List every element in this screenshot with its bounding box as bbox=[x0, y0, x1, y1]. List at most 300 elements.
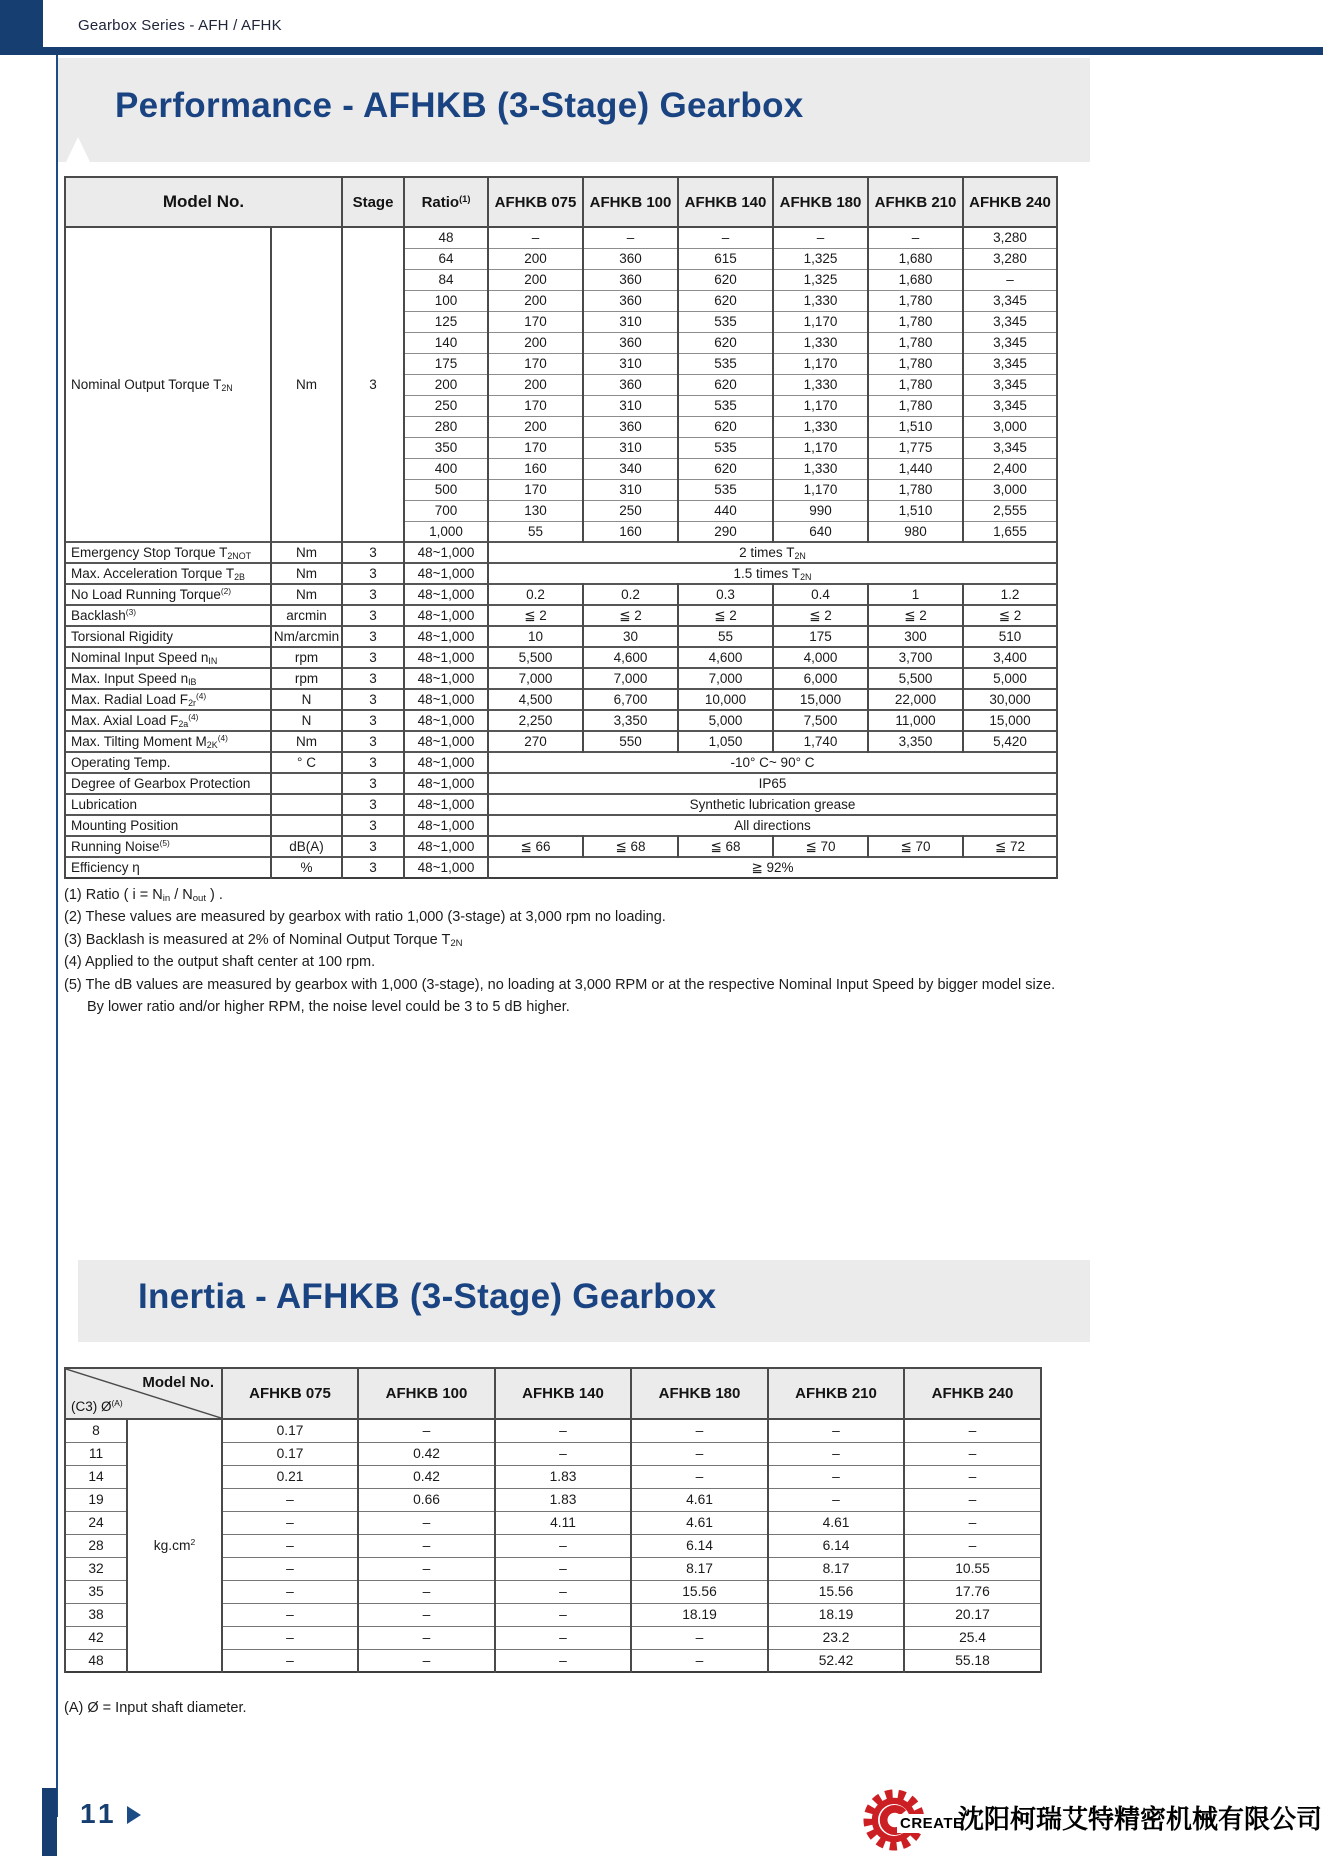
torque-row-label: Nominal Output Torque $T_{2N}$ bbox=[65, 227, 271, 542]
inertia-value-cell: – bbox=[904, 1465, 1041, 1488]
inertia-value-cell: – bbox=[222, 1649, 358, 1672]
inertia-value-cell: – bbox=[495, 1649, 631, 1672]
torque-value-cell: 3,345 bbox=[963, 290, 1057, 311]
inertia-value-cell: 6.14 bbox=[631, 1534, 768, 1557]
model-column-header: AFHKB 210 bbox=[868, 177, 963, 227]
torque-value-cell: 1,780 bbox=[868, 332, 963, 353]
inertia-value-cell: – bbox=[495, 1419, 631, 1442]
spec-ratio: 48~1,000 bbox=[404, 647, 488, 668]
inertia-unit: $kg.cm^2$ bbox=[127, 1419, 222, 1672]
model-column-header: AFHKB 140 bbox=[495, 1368, 631, 1419]
torque-value-cell: 200 bbox=[488, 269, 583, 290]
spec-value-cell: ≦ 2 bbox=[678, 605, 773, 626]
inertia-value-cell: 0.17 bbox=[222, 1419, 358, 1442]
spec-value-cell: ≦ 70 bbox=[773, 836, 868, 857]
inertia-value-cell: – bbox=[222, 1534, 358, 1557]
inertia-value-cell: – bbox=[768, 1442, 904, 1465]
torque-value-cell: 360 bbox=[583, 269, 678, 290]
inertia-value-cell: – bbox=[631, 1419, 768, 1442]
diameter-cell: 14 bbox=[65, 1465, 127, 1488]
inertia-value-cell: 1.83 bbox=[495, 1488, 631, 1511]
inertia-value-cell: 23.2 bbox=[768, 1626, 904, 1649]
spec-row-label: Emergency Stop Torque $T_{2NOT}$ bbox=[65, 542, 271, 563]
diameter-cell: 35 bbox=[65, 1580, 127, 1603]
spec-stage: 3 bbox=[342, 668, 404, 689]
torque-value-cell: 3,345 bbox=[963, 374, 1057, 395]
ratio-cell: 400 bbox=[404, 458, 488, 479]
torque-value-cell: – bbox=[678, 227, 773, 248]
spec-stage: 3 bbox=[342, 584, 404, 605]
spec-row bbox=[65, 542, 1057, 563]
footnote-line: (4) Applied to the output shaft center at 100 rpm. bbox=[64, 954, 376, 971]
ratio-cell: 200 bbox=[404, 374, 488, 395]
torque-value-cell: 200 bbox=[488, 332, 583, 353]
spec-value-cell: 3,400 bbox=[963, 647, 1057, 668]
torque-value-cell: 3,345 bbox=[963, 353, 1057, 374]
footnote-line: (5) The dB values are measured by gearbox with 1,000 (3-stage), no loading at 3,000 RPM or at the respective Nominal Input Speed by bigger model size. bbox=[64, 976, 1056, 993]
torque-value-cell: – bbox=[868, 227, 963, 248]
ratio-cell: 175 bbox=[404, 353, 488, 374]
torque-value-cell: 360 bbox=[583, 248, 678, 269]
inertia-value-cell: 0.17 bbox=[222, 1442, 358, 1465]
torque-value-cell: 200 bbox=[488, 290, 583, 311]
torque-value-cell: 1,170 bbox=[773, 437, 868, 458]
performance-title: Performance - AFHKB (3-Stage) Gearbox bbox=[115, 86, 804, 125]
inertia-value-cell: 15.56 bbox=[768, 1580, 904, 1603]
inertia-value-cell: 4.61 bbox=[631, 1511, 768, 1534]
inertia-value-cell: 18.19 bbox=[631, 1603, 768, 1626]
inertia-banner bbox=[78, 1260, 1090, 1342]
inertia-value-cell: – bbox=[904, 1442, 1041, 1465]
spec-stage: 3 bbox=[342, 710, 404, 731]
inertia-value-cell: – bbox=[768, 1419, 904, 1442]
inertia-value-cell: – bbox=[222, 1557, 358, 1580]
create-logo-text: CREATE bbox=[897, 1814, 967, 1833]
torque-value-cell: 3,000 bbox=[963, 479, 1057, 500]
torque-value-cell: 55 bbox=[488, 521, 583, 542]
spec-value-cell: 7,000 bbox=[583, 668, 678, 689]
torque-value-cell: 3,280 bbox=[963, 227, 1057, 248]
inertia-value-cell: 25.4 bbox=[904, 1626, 1041, 1649]
spec-ratio: 48~1,000 bbox=[404, 605, 488, 626]
spec-value-cell: ≦ 2 bbox=[963, 605, 1057, 626]
inertia-value-cell: – bbox=[631, 1465, 768, 1488]
spec-value-cell: 300 bbox=[868, 626, 963, 647]
inertia-value-cell: – bbox=[358, 1649, 495, 1672]
torque-value-cell: 535 bbox=[678, 479, 773, 500]
spec-row bbox=[65, 647, 1057, 668]
spec-unit: arcmin bbox=[271, 605, 342, 626]
spec-row bbox=[65, 668, 1057, 689]
inertia-value-cell: 18.19 bbox=[768, 1603, 904, 1626]
torque-value-cell: 1,330 bbox=[773, 332, 868, 353]
spec-value-cell: 1 bbox=[868, 584, 963, 605]
inertia-title: Inertia - AFHKB (3-Stage) Gearbox bbox=[138, 1277, 717, 1316]
torque-value-cell: 200 bbox=[488, 416, 583, 437]
spec-ratio: 48~1,000 bbox=[404, 563, 488, 584]
torque-value-cell: 200 bbox=[488, 374, 583, 395]
inertia-value-cell: 4.61 bbox=[768, 1511, 904, 1534]
spec-stage: 3 bbox=[342, 731, 404, 752]
spec-stage: 3 bbox=[342, 563, 404, 584]
inertia-value-cell: – bbox=[358, 1419, 495, 1442]
spec-value-cell: 3,350 bbox=[583, 710, 678, 731]
spec-row-label: Max. Acceleration Torque $T_{2B}$ bbox=[65, 563, 271, 584]
torque-value-cell: 1,680 bbox=[868, 269, 963, 290]
spec-stage: 3 bbox=[342, 794, 404, 815]
torque-value-cell: 1,330 bbox=[773, 458, 868, 479]
spec-unit: ° C bbox=[271, 752, 342, 773]
model-column-header: AFHKB 210 bbox=[768, 1368, 904, 1419]
spec-ratio: 48~1,000 bbox=[404, 752, 488, 773]
torque-value-cell: 1,655 bbox=[963, 521, 1057, 542]
spec-row bbox=[65, 584, 1057, 605]
spec-value-cell: 6,700 bbox=[583, 689, 678, 710]
torque-value-cell: 310 bbox=[583, 311, 678, 332]
torque-value-cell: 310 bbox=[583, 479, 678, 500]
ratio-cell: 1,000 bbox=[404, 521, 488, 542]
spec-value-cell: 5,420 bbox=[963, 731, 1057, 752]
inertia-value-cell: – bbox=[495, 1603, 631, 1626]
spec-span-value: 2 times $T_{2N}$ bbox=[488, 542, 1057, 563]
performance-table-body bbox=[65, 227, 1057, 878]
spec-stage: 3 bbox=[342, 647, 404, 668]
torque-value-cell: 3,345 bbox=[963, 311, 1057, 332]
diameter-cell: 24 bbox=[65, 1511, 127, 1534]
model-no-header: Model No. bbox=[65, 177, 342, 227]
spec-ratio: 48~1,000 bbox=[404, 836, 488, 857]
torque-value-cell: 1,330 bbox=[773, 374, 868, 395]
spec-unit bbox=[271, 773, 342, 794]
inertia-value-cell: 52.42 bbox=[768, 1649, 904, 1672]
torque-value-cell: 535 bbox=[678, 353, 773, 374]
inertia-value-cell: – bbox=[495, 1557, 631, 1580]
inertia-value-cell: 8.17 bbox=[768, 1557, 904, 1580]
inertia-value-cell: – bbox=[631, 1626, 768, 1649]
spec-value-cell: 1.2 bbox=[963, 584, 1057, 605]
torque-value-cell: 160 bbox=[583, 521, 678, 542]
spec-value-cell: 0.2 bbox=[488, 584, 583, 605]
spec-value-cell: 2,250 bbox=[488, 710, 583, 731]
inertia-footnote: (A) Ø = Input shaft diameter. bbox=[64, 1700, 247, 1716]
inertia-corner-cell bbox=[65, 1368, 222, 1419]
diameter-cell: 19 bbox=[65, 1488, 127, 1511]
torque-value-cell: – bbox=[963, 269, 1057, 290]
spec-stage: 3 bbox=[342, 773, 404, 794]
spec-ratio: 48~1,000 bbox=[404, 731, 488, 752]
torque-value-cell: 360 bbox=[583, 290, 678, 311]
model-column-header: AFHKB 075 bbox=[222, 1368, 358, 1419]
torque-value-cell: 1,170 bbox=[773, 395, 868, 416]
left-accent-line bbox=[56, 55, 58, 1817]
model-column-header: AFHKB 240 bbox=[904, 1368, 1041, 1419]
diameter-cell: 38 bbox=[65, 1603, 127, 1626]
spec-ratio: 48~1,000 bbox=[404, 584, 488, 605]
footnote-line: (1) Ratio ( $i = N_{in} / N_{out}$ ) . bbox=[64, 887, 223, 904]
torque-value-cell: 980 bbox=[868, 521, 963, 542]
ratio-header: Ratio$^{(1)}$ bbox=[404, 177, 488, 227]
inertia-value-cell: – bbox=[904, 1534, 1041, 1557]
torque-value-cell: 620 bbox=[678, 332, 773, 353]
performance-table-head bbox=[65, 177, 1057, 227]
spec-value-cell: 4,600 bbox=[678, 647, 773, 668]
spec-value-cell: ≦ 68 bbox=[583, 836, 678, 857]
torque-value-cell: 160 bbox=[488, 458, 583, 479]
spec-ratio: 48~1,000 bbox=[404, 689, 488, 710]
page-number: 11 bbox=[80, 1798, 118, 1829]
spec-value-cell: 0.4 bbox=[773, 584, 868, 605]
spec-value-cell: ≦ 70 bbox=[868, 836, 963, 857]
performance-table bbox=[64, 176, 1058, 879]
spec-ratio: 48~1,000 bbox=[404, 626, 488, 647]
spec-row bbox=[65, 836, 1057, 857]
corner-accent-block bbox=[0, 0, 43, 55]
model-column-header: AFHKB 075 bbox=[488, 177, 583, 227]
spec-row-label: Max. Input Speed $n_{IB}$ bbox=[65, 668, 271, 689]
spec-stage: 3 bbox=[342, 605, 404, 626]
model-column-header: AFHKB 140 bbox=[678, 177, 773, 227]
spec-row bbox=[65, 857, 1057, 878]
spec-value-cell: 15,000 bbox=[773, 689, 868, 710]
model-column-header: AFHKB 100 bbox=[358, 1368, 495, 1419]
spec-stage: 3 bbox=[342, 752, 404, 773]
spec-stage: 3 bbox=[342, 542, 404, 563]
model-column-header: AFHKB 180 bbox=[773, 177, 868, 227]
spec-value-cell: 4,500 bbox=[488, 689, 583, 710]
spec-unit: rpm bbox=[271, 647, 342, 668]
torque-value-cell: 3,345 bbox=[963, 332, 1057, 353]
torque-value-cell: 1,680 bbox=[868, 248, 963, 269]
inertia-value-cell: 17.76 bbox=[904, 1580, 1041, 1603]
spec-row-label: Max. Axial Load $F_{2a}^{(4)}$ bbox=[65, 710, 271, 731]
spec-row-label: Operating Temp. bbox=[65, 752, 271, 773]
torque-value-cell: 620 bbox=[678, 269, 773, 290]
inertia-value-cell: 20.17 bbox=[904, 1603, 1041, 1626]
spec-row-label: Lubrication bbox=[65, 794, 271, 815]
spec-unit: dB(A) bbox=[271, 836, 342, 857]
spec-value-cell: 7,500 bbox=[773, 710, 868, 731]
torque-value-cell: – bbox=[773, 227, 868, 248]
spec-row bbox=[65, 605, 1057, 626]
torque-value-cell: 1,780 bbox=[868, 353, 963, 374]
spec-value-cell: 5,000 bbox=[963, 668, 1057, 689]
spec-value-cell: ≦ 68 bbox=[678, 836, 773, 857]
spec-unit: Nm bbox=[271, 731, 342, 752]
ratio-cell: 350 bbox=[404, 437, 488, 458]
torque-value-cell: 2,555 bbox=[963, 500, 1057, 521]
spec-span-value: 1.5 times $T_{2N}$ bbox=[488, 563, 1057, 584]
inertia-value-cell: 10.55 bbox=[904, 1557, 1041, 1580]
torque-value-cell: 340 bbox=[583, 458, 678, 479]
spec-value-cell: 5,000 bbox=[678, 710, 773, 731]
spec-value-cell: 3,350 bbox=[868, 731, 963, 752]
torque-value-cell: 170 bbox=[488, 395, 583, 416]
spec-value-cell: 1,740 bbox=[773, 731, 868, 752]
torque-value-cell: 130 bbox=[488, 500, 583, 521]
torque-value-cell: 615 bbox=[678, 248, 773, 269]
inertia-value-cell: – bbox=[222, 1603, 358, 1626]
inertia-value-cell: – bbox=[495, 1626, 631, 1649]
spec-row-label: Degree of Gearbox Protection bbox=[65, 773, 271, 794]
torque-value-cell: – bbox=[488, 227, 583, 248]
torque-value-cell: 1,440 bbox=[868, 458, 963, 479]
spec-span-value: IP65 bbox=[488, 773, 1057, 794]
torque-value-cell: 1,330 bbox=[773, 290, 868, 311]
inertia-value-cell: – bbox=[358, 1626, 495, 1649]
spec-row bbox=[65, 710, 1057, 731]
arrow-right-icon bbox=[127, 1806, 141, 1824]
torque-value-cell: 1,510 bbox=[868, 416, 963, 437]
inertia-value-cell: – bbox=[495, 1580, 631, 1603]
spec-row-label: Backlash$^{(3)}$ bbox=[65, 605, 271, 626]
torque-value-cell: 1,780 bbox=[868, 290, 963, 311]
diameter-cell: 28 bbox=[65, 1534, 127, 1557]
spec-value-cell: 10,000 bbox=[678, 689, 773, 710]
torque-value-cell: 170 bbox=[488, 437, 583, 458]
torque-value-cell: 1,780 bbox=[868, 374, 963, 395]
inertia-value-cell: 1.83 bbox=[495, 1465, 631, 1488]
spec-value-cell: 11,000 bbox=[868, 710, 963, 731]
torque-value-cell: 440 bbox=[678, 500, 773, 521]
diameter-cell: 8 bbox=[65, 1419, 127, 1442]
ratio-cell: 125 bbox=[404, 311, 488, 332]
spec-value-cell: 3,700 bbox=[868, 647, 963, 668]
ratio-cell: 250 bbox=[404, 395, 488, 416]
torque-value-cell: 360 bbox=[583, 416, 678, 437]
inertia-value-cell: 0.21 bbox=[222, 1465, 358, 1488]
torque-value-cell: 1,170 bbox=[773, 353, 868, 374]
ratio-cell: 500 bbox=[404, 479, 488, 500]
torque-value-cell: 1,325 bbox=[773, 269, 868, 290]
inertia-value-cell: 0.42 bbox=[358, 1442, 495, 1465]
stage-header: Stage bbox=[342, 177, 404, 227]
inertia-value-cell: 8.17 bbox=[631, 1557, 768, 1580]
inertia-value-cell: – bbox=[631, 1442, 768, 1465]
spec-row bbox=[65, 563, 1057, 584]
footer-accent-bar bbox=[42, 1788, 57, 1856]
torque-value-cell: 3,345 bbox=[963, 395, 1057, 416]
spec-unit bbox=[271, 794, 342, 815]
spec-value-cell: 30 bbox=[583, 626, 678, 647]
spec-value-cell: ≦ 2 bbox=[488, 605, 583, 626]
model-column-header: AFHKB 180 bbox=[631, 1368, 768, 1419]
spec-value-cell: 510 bbox=[963, 626, 1057, 647]
inertia-value-cell: – bbox=[222, 1511, 358, 1534]
inertia-value-cell: – bbox=[768, 1465, 904, 1488]
spec-span-value: ≧ 92% bbox=[488, 857, 1057, 878]
inertia-value-cell: – bbox=[495, 1534, 631, 1557]
torque-ratio-row bbox=[65, 227, 1057, 248]
spec-stage: 3 bbox=[342, 626, 404, 647]
torque-value-cell: 1,780 bbox=[868, 479, 963, 500]
spec-value-cell: 30,000 bbox=[963, 689, 1057, 710]
torque-value-cell: 620 bbox=[678, 374, 773, 395]
spec-ratio: 48~1,000 bbox=[404, 815, 488, 836]
spec-value-cell: 7,000 bbox=[678, 668, 773, 689]
torque-value-cell: 620 bbox=[678, 290, 773, 311]
torque-value-cell: 535 bbox=[678, 437, 773, 458]
torque-value-cell: 1,775 bbox=[868, 437, 963, 458]
torque-value-cell: 200 bbox=[488, 248, 583, 269]
spec-unit: % bbox=[271, 857, 342, 878]
spec-value-cell: 0.3 bbox=[678, 584, 773, 605]
spec-row-label: Nominal Input Speed $n_{IN}$ bbox=[65, 647, 271, 668]
inertia-value-cell: – bbox=[358, 1557, 495, 1580]
torque-value-cell: 1,170 bbox=[773, 311, 868, 332]
torque-stage: 3 bbox=[342, 227, 404, 542]
torque-value-cell: – bbox=[583, 227, 678, 248]
spec-unit: N bbox=[271, 710, 342, 731]
spec-value-cell: 1,050 bbox=[678, 731, 773, 752]
spec-unit bbox=[271, 815, 342, 836]
torque-value-cell: 360 bbox=[583, 374, 678, 395]
inertia-value-cell: – bbox=[358, 1534, 495, 1557]
inertia-value-cell: – bbox=[904, 1419, 1041, 1442]
torque-value-cell: 990 bbox=[773, 500, 868, 521]
inertia-value-cell: – bbox=[631, 1649, 768, 1672]
spec-value-cell: 15,000 bbox=[963, 710, 1057, 731]
spec-value-cell: ≦ 72 bbox=[963, 836, 1057, 857]
inertia-value-cell: – bbox=[768, 1488, 904, 1511]
diameter-cell: 32 bbox=[65, 1557, 127, 1580]
torque-value-cell: 3,345 bbox=[963, 437, 1057, 458]
spec-ratio: 48~1,000 bbox=[404, 794, 488, 815]
ratio-cell: 84 bbox=[404, 269, 488, 290]
ratio-cell: 700 bbox=[404, 500, 488, 521]
footnote-line: (3) Backlash is measured at 2% of Nominal Output Torque $T_{2N}$ bbox=[64, 931, 463, 949]
torque-value-cell: 3,000 bbox=[963, 416, 1057, 437]
ratio-cell: 48 bbox=[404, 227, 488, 248]
spec-value-cell: 270 bbox=[488, 731, 583, 752]
torque-unit: Nm bbox=[271, 227, 342, 542]
spec-value-cell: 6,000 bbox=[773, 668, 868, 689]
spec-value-cell: 4,000 bbox=[773, 647, 868, 668]
spec-value-cell: 5,500 bbox=[868, 668, 963, 689]
inertia-value-cell: 4.11 bbox=[495, 1511, 631, 1534]
performance-banner bbox=[58, 58, 1090, 162]
inertia-value-cell: 6.14 bbox=[768, 1534, 904, 1557]
banner-notch bbox=[66, 137, 90, 162]
spec-unit: N bbox=[271, 689, 342, 710]
torque-value-cell: 310 bbox=[583, 395, 678, 416]
inertia-value-cell: 4.61 bbox=[631, 1488, 768, 1511]
spec-value-cell: 55 bbox=[678, 626, 773, 647]
torque-value-cell: 170 bbox=[488, 479, 583, 500]
inertia-table-head bbox=[65, 1368, 1041, 1419]
footnote-line: By lower ratio and/or higher RPM, the noise level could be 3 to 5 dB higher. bbox=[87, 999, 570, 1016]
spec-stage: 3 bbox=[342, 689, 404, 710]
inertia-model-no-label: Model No. bbox=[142, 1374, 214, 1391]
spec-value-cell: 175 bbox=[773, 626, 868, 647]
spec-value-cell: 550 bbox=[583, 731, 678, 752]
spec-unit: rpm bbox=[271, 668, 342, 689]
header-rule bbox=[43, 47, 1323, 55]
inertia-row bbox=[65, 1419, 1041, 1442]
footnote-line: (2) These values are measured by gearbox with ratio 1,000 (3-stage) at 3,000 rpm no loading. bbox=[64, 909, 666, 926]
spec-value-cell: 0.2 bbox=[583, 584, 678, 605]
torque-value-cell: 170 bbox=[488, 311, 583, 332]
ratio-cell: 280 bbox=[404, 416, 488, 437]
breadcrumb: Gearbox Series - AFH / AFHK bbox=[78, 17, 282, 34]
spec-value-cell: 4,600 bbox=[583, 647, 678, 668]
spec-value-cell: 5,500 bbox=[488, 647, 583, 668]
spec-ratio: 48~1,000 bbox=[404, 542, 488, 563]
torque-value-cell: 535 bbox=[678, 311, 773, 332]
spec-row-label: Torsional Rigidity bbox=[65, 626, 271, 647]
spec-stage: 3 bbox=[342, 857, 404, 878]
performance-footnotes bbox=[64, 884, 1304, 1018]
spec-ratio: 48~1,000 bbox=[404, 773, 488, 794]
